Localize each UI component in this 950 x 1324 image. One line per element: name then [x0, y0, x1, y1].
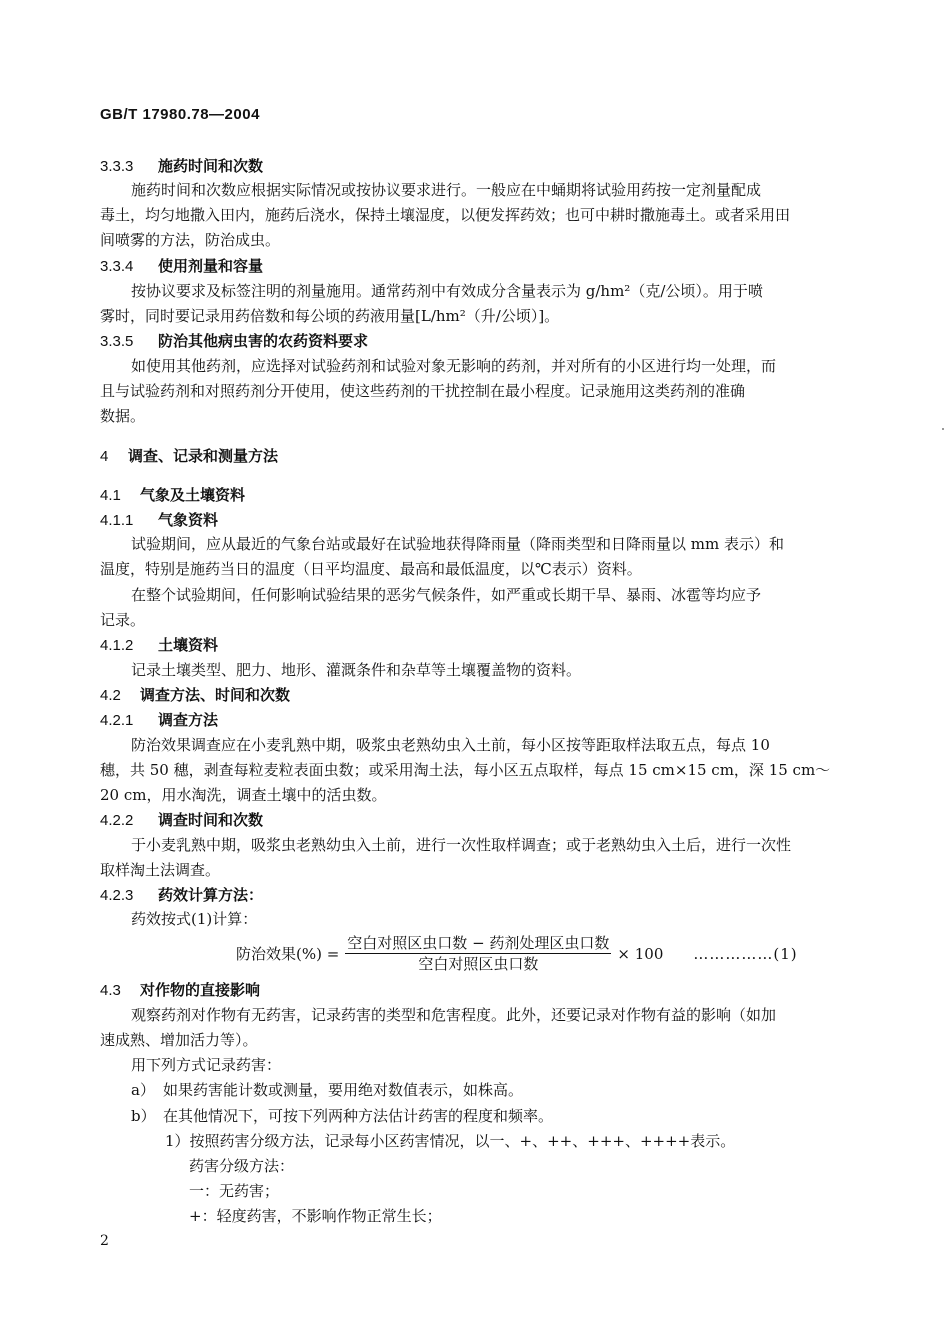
paragraph-line: 数据。 [100, 407, 146, 425]
section-title: 防治其他病虫害的农药资料要求 [158, 332, 369, 350]
section-heading-4 [100, 446, 278, 467]
formula-denominator: 空白对照区虫口数 [418, 955, 539, 973]
grading-title: 药害分级方法： [189, 1157, 295, 1175]
paragraph-line: 在整个试验期间，任何影响试验结果的恶劣气候条件，如严重或长期干旱、暴雨、冰雹等均应予 [131, 586, 762, 604]
section-heading-4-1 [100, 485, 245, 506]
section-title: 使用剂量和容量 [158, 257, 264, 275]
section-number: 3.3.5 [100, 333, 134, 350]
formula-fraction [345, 934, 611, 973]
formula-numerator: 空白对照区虫口数 − 药剂处理区虫口数 [347, 934, 610, 952]
section-number: 4.3 [100, 982, 121, 999]
section-heading-4-2 [100, 685, 290, 706]
list-label: b） [131, 1107, 156, 1125]
section-heading-3-3-5 [100, 331, 368, 352]
paragraph-line: 试验期间，应从最近的气象台站或最好在试验地获得降雨量（降雨类型和日降雨量以 mm 表示）和 [131, 535, 784, 553]
section-heading-3-3-3 [100, 156, 263, 177]
section-heading-4-1-2 [100, 635, 218, 656]
section-title: 调查、记录和测量方法 [128, 447, 279, 465]
section-heading-4-2-3 [100, 885, 263, 906]
section-title: 土壤资料 [158, 636, 219, 654]
section-number: 3.3.4 [100, 258, 134, 275]
paragraph-line: 且与试验药剂和对照药剂分开使用，使这些药剂的干扰控制在最小程度。记录施用这类药剂的准确 [100, 382, 746, 400]
paragraph-line: 于小麦乳熟中期，吸浆虫老熟幼虫入土前，进行一次性取样调查；或于老熟幼虫入土后，进行一次性 [131, 836, 792, 854]
paragraph-line: 速成熟、增加活力等）。 [100, 1031, 258, 1049]
section-title: 药效计算方法： [158, 886, 264, 904]
paragraph-line: 药效按式(1)计算： [131, 910, 258, 928]
section-number: 4.2.2 [100, 812, 134, 829]
section-heading-3-3-4 [100, 256, 263, 277]
grading-level-1: +：轻度药害，不影响作物正常生长； [189, 1207, 442, 1225]
paragraph-line: 雾时，同时要记录用药倍数和每公顷的药液用量[L/hm²（升/公顷）]。 [100, 307, 560, 325]
formula-multiplier: × 100 [617, 944, 664, 963]
paragraph-line: 用下列方式记录药害： [131, 1056, 282, 1074]
paragraph-line: 温度，特别是施药当日的温度（日平均温度、最高和最低温度，以℃表示）资料。 [100, 560, 642, 578]
section-number: 4.2.3 [100, 887, 134, 904]
paragraph-line: 防治效果调查应在小麦乳熟中期，吸浆虫老熟幼虫入土前，每小区按等距取样法取五点，每点 10 [131, 736, 770, 754]
section-title: 调查方法、时间和次数 [140, 686, 291, 704]
section-title: 施药时间和次数 [158, 157, 264, 175]
section-title: 气象资料 [158, 511, 219, 529]
paragraph-line: 间喷雾的方法，防治成虫。 [100, 231, 281, 249]
equation-number: ……………(1) [693, 944, 798, 963]
paragraph-line: 20 cm，用水淘洗，调查土壤中的活虫数。 [100, 786, 387, 804]
section-number: 4.2.1 [100, 712, 134, 729]
paragraph-line: 如使用其他药剂，应选择对试验药剂和试验对象无影响的药剂，并对所有的小区进行均一处理，而 [131, 357, 777, 375]
scan-speck [942, 428, 944, 430]
section-title: 对作物的直接影响 [140, 981, 261, 999]
list-text: 在其他情况下，可按下列两种方法估计药害的程度和频率。 [163, 1107, 554, 1125]
list-text: 如果药害能计数或测量，要用绝对数值表示，如株高。 [163, 1081, 524, 1099]
paragraph-line: 记录土壤类型、肥力、地形、灌溉条件和杂草等土壤覆盖物的资料。 [131, 661, 582, 679]
paragraph-line: 观察药剂对作物有无药害，记录药害的类型和危害程度。此外，还要记录对作物有益的影响（如加 [131, 1006, 777, 1024]
efficacy-formula [236, 934, 798, 973]
section-heading-4-2-1 [100, 710, 218, 731]
formula-lhs: 防治效果(%) = [236, 945, 340, 963]
section-number: 4.1 [100, 487, 121, 504]
paragraph-line: 施药时间和次数应根据实际情况或按协议要求进行。一般应在中蛹期将试验用药按一定剂量配成 [131, 181, 762, 199]
grading-level-0: 一：无药害； [189, 1182, 280, 1200]
paragraph-line: 取样淘土法调查。 [100, 861, 221, 879]
paragraph-line: 记录。 [100, 611, 146, 629]
paragraph-line: 按协议要求及标签注明的剂量施用。通常药剂中有效成分含量表示为 g/hm²（克/公顷）。用于喷 [131, 282, 763, 300]
list-item-b1: 1）按照药害分级方法，记录每小区药害情况，以一、+、++、+++、++++表示。 [165, 1132, 736, 1150]
paragraph-line: 毒土，均匀地撒入田内，施药后浇水，保持土壤湿度，以便发挥药效；也可中耕时撒施毒土。或者采用田 [100, 206, 791, 224]
section-title: 气象及土壤资料 [140, 486, 246, 504]
section-title: 调查时间和次数 [158, 811, 264, 829]
list-item-a [131, 1080, 523, 1100]
standard-code: GB/T 17980.78—2004 [100, 106, 260, 123]
page-number: 2 [100, 1233, 109, 1249]
section-number: 4.2 [100, 687, 121, 704]
section-heading-4-2-2 [100, 810, 263, 831]
paragraph-line: 穗，共 50 穗，剥查每粒麦粒表面虫数；或采用淘土法，每小区五点取样，每点 15 cm×15 cm，深 15 cm～ [100, 761, 831, 779]
section-number: 4.1.2 [100, 637, 134, 654]
section-number: 3.3.3 [100, 158, 134, 175]
section-number: 4 [100, 448, 109, 465]
list-label: a） [131, 1081, 155, 1099]
list-item-b [131, 1106, 553, 1126]
section-heading-4-1-1 [100, 510, 218, 531]
section-title: 调查方法 [158, 711, 219, 729]
section-number: 4.1.1 [100, 512, 134, 529]
section-heading-4-3 [100, 980, 260, 1001]
